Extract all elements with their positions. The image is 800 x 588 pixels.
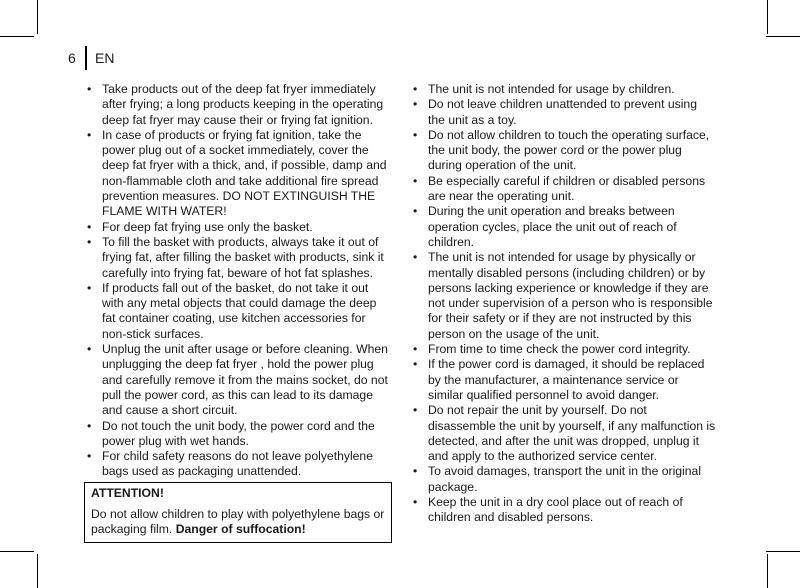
attention-emphasis: Danger of suffocation! xyxy=(175,522,306,537)
attention-box xyxy=(84,482,392,543)
right-bullet-list xyxy=(410,82,716,526)
list-item: • Take products out of the deep fat fryer immediately after frying; a long products keeping in the operating deep fat fryer may cause their or frying fat ignition. xyxy=(84,82,388,128)
list-item: • Do not leave children unattended to prevent using the unit as a toy. xyxy=(410,97,716,128)
crop-mark xyxy=(767,554,768,588)
right-column xyxy=(410,82,716,526)
crop-mark xyxy=(766,36,800,37)
list-item: • Unplug the unit after usage or before cleaning. When unplugging the deep fat fryer , hold the power plug and carefully remove it from the mains socket, do not pull the power cord, as this can lead to its damage and cause a short circuit. xyxy=(84,342,388,418)
list-item: • The unit is not intended for usage by physically or mentally disabled persons (including children) or by persons lacking experience or knowledge if they are not under supervision of a person who is responsible for their safety or if they are not instructed by this person on the usage of the unit. xyxy=(410,250,716,342)
crop-mark xyxy=(37,554,38,588)
left-bullet-list xyxy=(84,82,388,480)
list-item: • For child safety reasons do not leave polyethylene bags used as packaging unattended. xyxy=(84,449,388,480)
attention-body xyxy=(91,507,387,538)
crop-mark xyxy=(767,0,768,34)
crop-mark xyxy=(0,36,34,37)
list-item: • If the power cord is damaged, it should be replaced by the manufacturer, a maintenance service or similar qualified personnel to avoid danger. xyxy=(410,357,716,403)
left-column xyxy=(84,82,388,543)
list-item: • Be especially careful if children or disabled persons are near the operating unit. xyxy=(410,174,716,205)
list-item: • If products fall out of the basket, do not take it out with any metal objects that could damage the deep fat container coating, use kitchen accessories for non-stick surfaces. xyxy=(84,281,388,342)
list-item: • From time to time check the power cord integrity. xyxy=(410,342,716,357)
crop-mark xyxy=(766,551,800,552)
list-item: • Do not repair the unit by yourself. Do not disassemble the unit by yourself, if any malfunction is detected, and after the unit was dropped, unplug it and apply to the authorized service center. xyxy=(410,403,716,464)
list-item: • To avoid damages, transport the unit in the original package. xyxy=(410,464,716,495)
list-item: • Do not touch the unit body, the power cord and the power plug with wet hands. xyxy=(84,419,388,450)
list-item: • For deep fat frying use only the basket. xyxy=(84,220,388,235)
crop-mark xyxy=(37,0,38,34)
list-item: • To fill the basket with products, always take it out of frying fat, after filling the basket with products, sink it carefully into frying fat, beware of hot fat splashes. xyxy=(84,235,388,281)
list-item: • The unit is not intended for usage by children. xyxy=(410,82,716,97)
page-number: 6 xyxy=(68,50,76,66)
crop-mark xyxy=(0,551,34,552)
list-item: • Do not allow children to touch the operating surface, the unit body, the power cord or the power plug during operation of the unit. xyxy=(410,128,716,174)
list-item: • During the unit operation and breaks between operation cycles, place the unit out of reach of children. xyxy=(410,204,716,250)
language-label: EN xyxy=(95,50,115,66)
list-item: • In case of products or frying fat ignition, take the power plug out of a socket immediately, cover the deep fat fryer with a thick, and, if possible, damp and non-flammable cloth and take additional fire spread prevention measures. DO NOT EXTINGUISH THE FLAME WITH WATER! xyxy=(84,128,388,220)
attention-title: ATTENTION! xyxy=(91,485,164,500)
attention-text: Do not allow children to play with polyethylene bags or packaging film. xyxy=(91,507,385,537)
list-item: • Keep the unit in a dry cool place out of reach of children and disabled persons. xyxy=(410,495,716,526)
header-divider xyxy=(85,46,87,70)
